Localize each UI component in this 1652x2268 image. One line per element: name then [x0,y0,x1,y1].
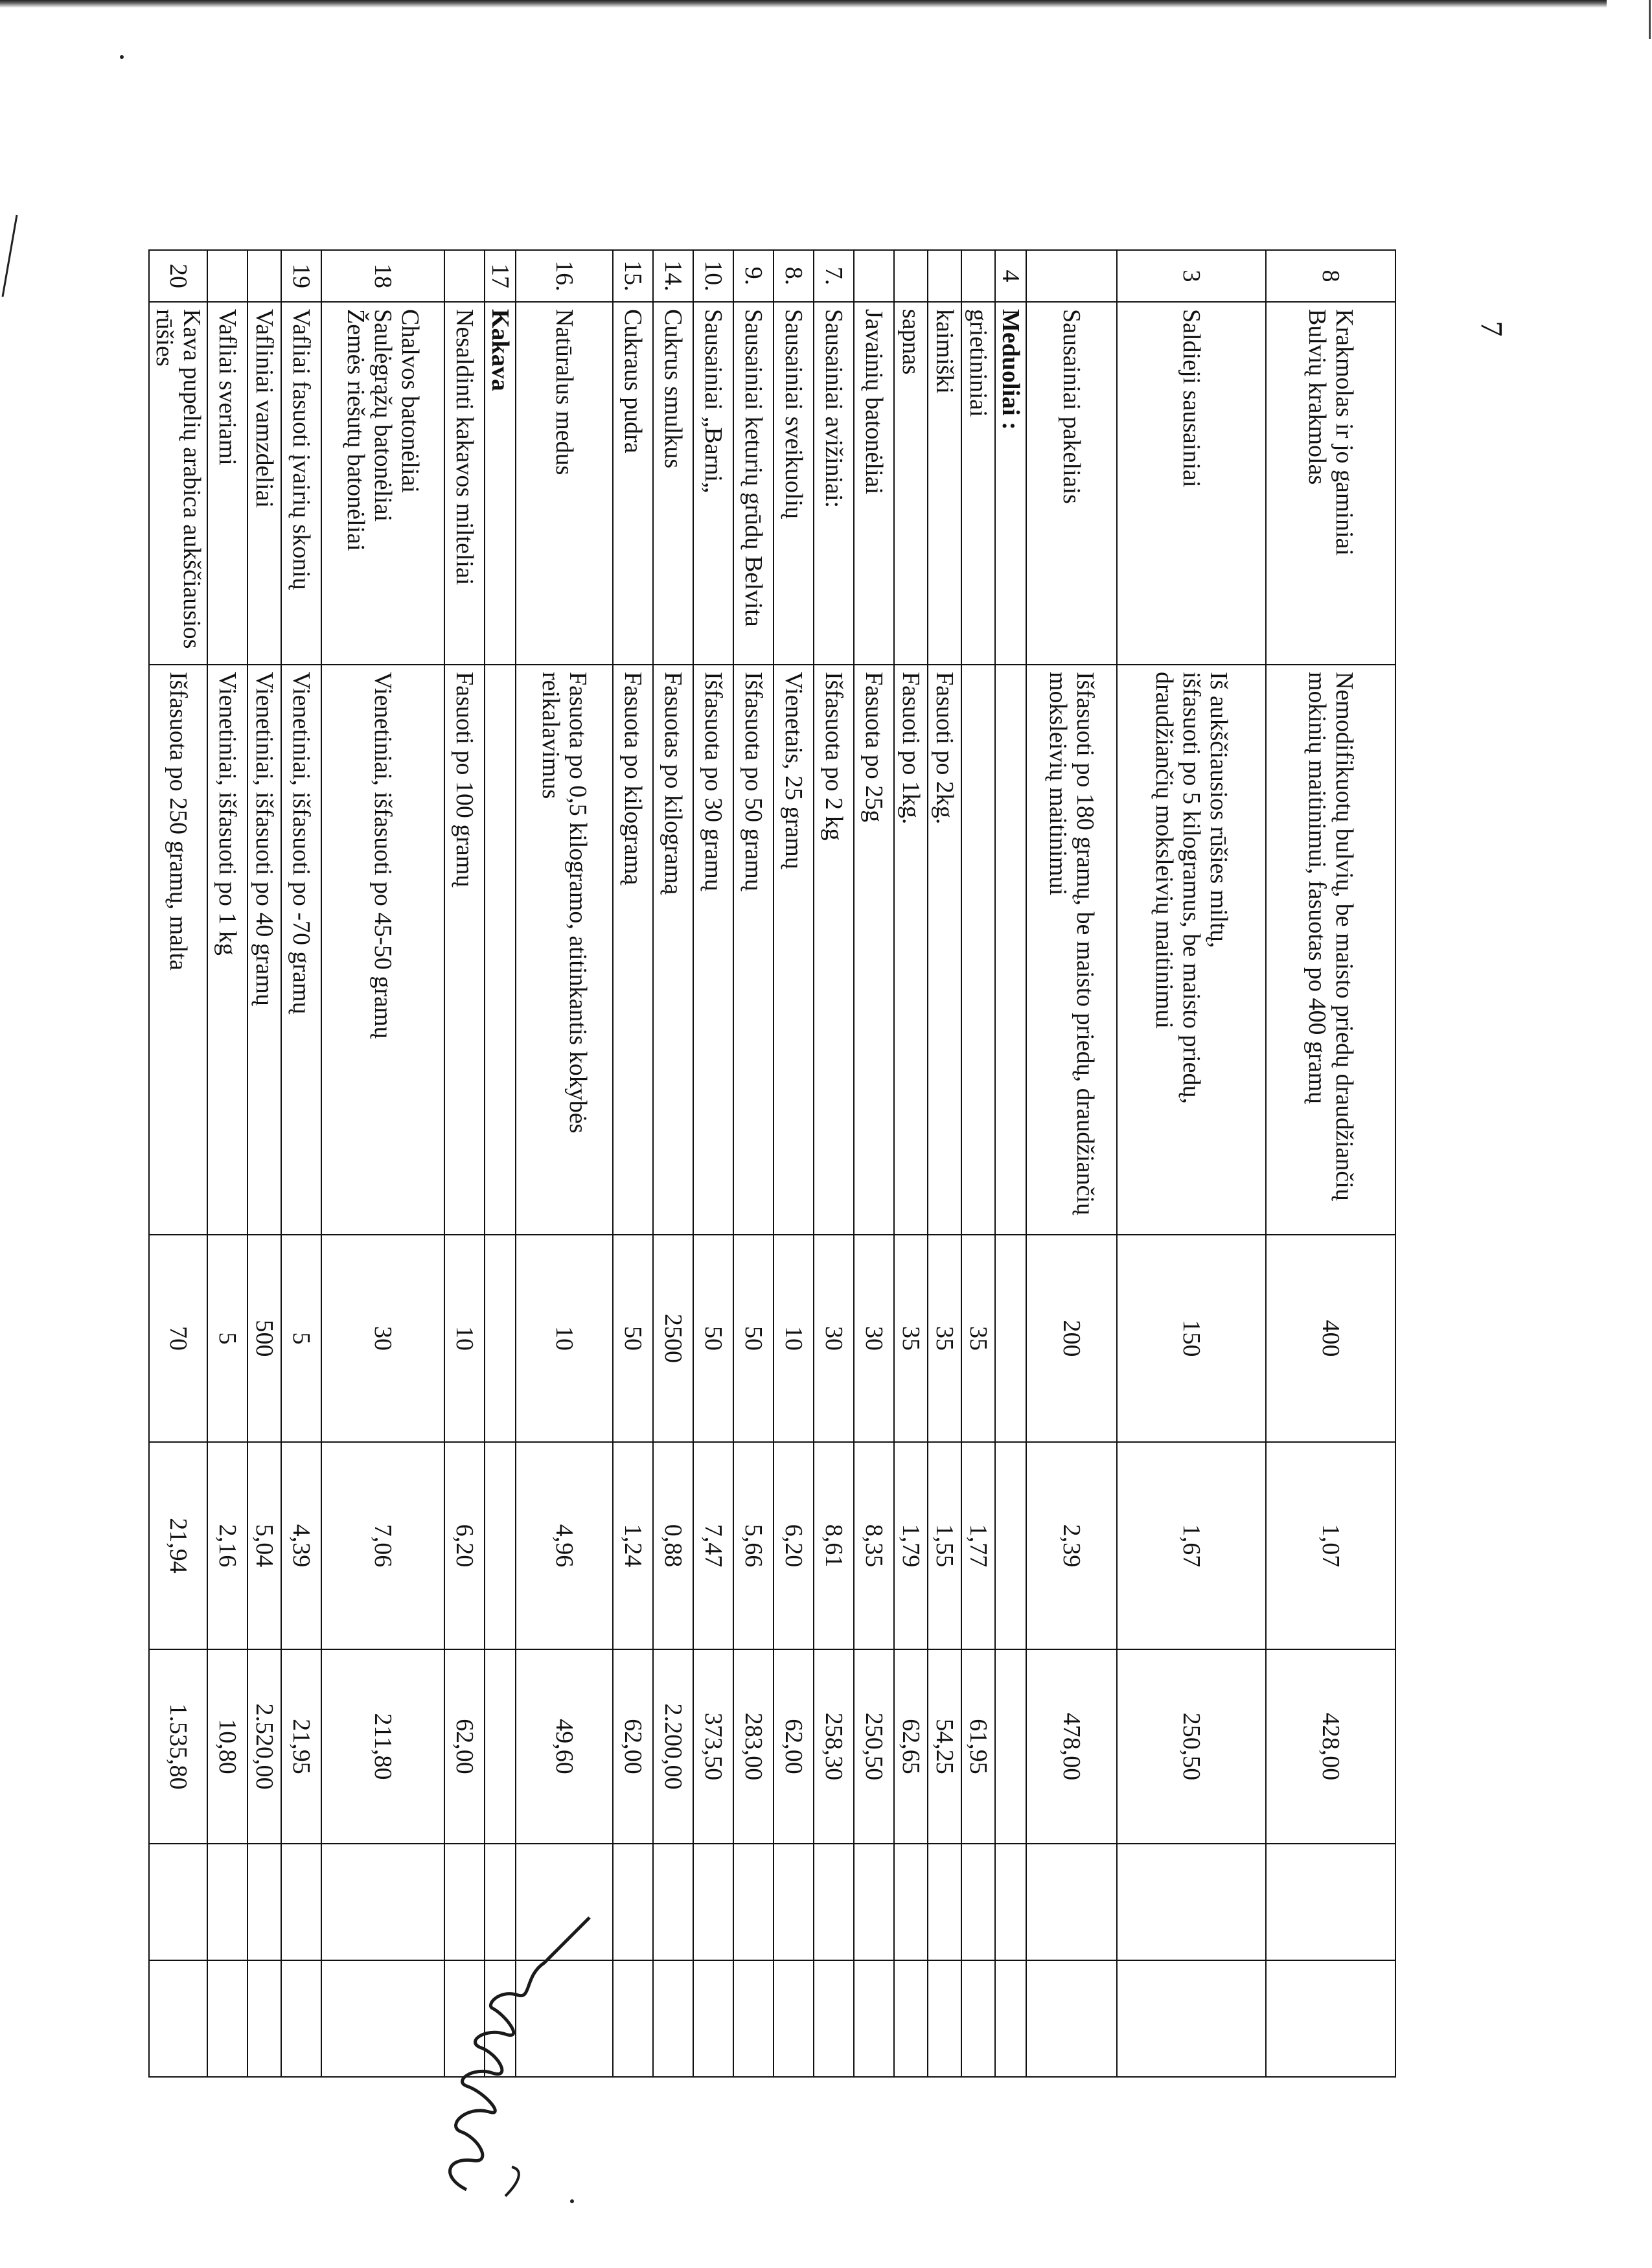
extra-cell-b [814,1960,854,2077]
extra-cell-a [149,1844,207,1960]
product-description-cell: Nemodifikuotų bulvių, be maisto priedų draudžiančių mokinių maitinimui, fasuotas po 400 gramų [1266,665,1395,1235]
unit-price-cell: 21,94 [149,1442,207,1649]
unit-price-cell: 1,07 [1266,1442,1395,1649]
total-cell: 62,00 [613,1649,653,1844]
product-description-cell: Vienetiniai, išfasuoti po -70 gramų [281,665,321,1235]
row-number-cell: 19 [281,250,321,302]
quantity-cell: 150 [1117,1235,1266,1442]
signature-image [428,1911,596,2203]
total-cell: 2.200,00 [653,1649,693,1844]
table-row [613,250,653,2077]
table-row [1026,250,1117,2077]
product-description-cell: Vienetiniai, išfasuoti po 40 gramų [247,665,281,1235]
quantity-cell: 35 [894,1235,928,1442]
product-name-cell: Vafliai fasuoti įvairių skonių [281,302,321,665]
extra-cell-a [961,1844,995,1960]
row-number-cell: 15. [613,250,653,302]
quantity-cell: 2500 [653,1235,693,1442]
extra-cell-b [247,1960,281,2077]
total-cell: 21,95 [281,1649,321,1844]
extra-cell-a [247,1844,281,1960]
quantity-cell: 35 [961,1235,995,1442]
product-description-cell: Išfasuota po 50 gramų [733,665,774,1235]
row-number-cell [247,250,281,302]
row-number-cell [444,250,485,302]
extra-cell-b [1266,1960,1395,2077]
product-description-cell [961,665,995,1235]
product-name-cell: Nesaldinti kakavos milteliai [444,302,485,665]
quantity-cell: 50 [613,1235,653,1442]
product-name-cell: Saldieji sausainiai [1117,302,1266,665]
total-cell: 283,00 [733,1649,774,1844]
product-description-cell: Vienetiniai, išfasuoti po 45-50 gramų [321,665,444,1235]
unit-price-cell: 1,79 [894,1442,928,1649]
product-description-cell: Išfasuota po 30 gramų [693,665,733,1235]
row-number-cell [854,250,894,302]
unit-price-cell: 1,24 [613,1442,653,1649]
unit-price-cell: 1,77 [961,1442,995,1649]
total-cell: 428,00 [1266,1649,1395,1844]
extra-cell-a [693,1844,733,1960]
product-name-cell: grietininiai [961,302,995,665]
unit-price-cell: 6,20 [444,1442,485,1649]
unit-price-cell: 2,39 [1026,1442,1117,1649]
row-number-cell: 7. [814,250,854,302]
total-cell [995,1649,1026,1844]
product-description-cell: Iš aukščiausios rūšies miltų, išfasuoti po 5 kilogramus, be maisto priedų, draudžiančių moksleivių maitinimui [1117,665,1266,1235]
product-description-cell: Vienetiniai, išfasuoti po 1 kg [207,665,247,1235]
table-row [149,250,207,2077]
product-description-cell: Fasuotas po kilogramą [653,665,693,1235]
extra-cell-a [207,1844,247,1960]
quantity-cell: 30 [854,1235,894,1442]
quantity-cell [995,1235,1026,1442]
extra-cell-a [613,1844,653,1960]
extra-cell-b [894,1960,928,2077]
total-cell: 62,00 [774,1649,814,1844]
unit-price-cell: 0,88 [653,1442,693,1649]
table-row [321,250,444,2077]
extra-cell-a [653,1844,693,1960]
product-description-cell: Fasuoti po 1kg. [894,665,928,1235]
table-row [1266,250,1395,2077]
product-name-cell: Sausainiai avižiniai: [814,302,854,665]
quantity-cell: 70 [149,1235,207,1442]
extra-cell-a [1266,1844,1395,1960]
row-number-cell: 3 [1117,250,1266,302]
table-row [928,250,961,2077]
table-row [281,250,321,2077]
extra-cell-b [281,1960,321,2077]
unit-price-cell: 7,06 [321,1442,444,1649]
product-description-cell: Išfasuoti po 180 gramų, be maisto priedų, draudžiančių moksleivių maitinimui [1026,665,1117,1235]
product-description-cell: Išfasuota po 2 kg [814,665,854,1235]
unit-price-cell: 6,20 [774,1442,814,1649]
unit-price-cell: 8,35 [854,1442,894,1649]
extra-cell-b [207,1960,247,2077]
quantity-cell [485,1235,516,1442]
extra-cell-a [1117,1844,1266,1960]
quantity-cell: 200 [1026,1235,1117,1442]
row-number-cell [207,250,247,302]
extra-cell-a [894,1844,928,1960]
section-row [485,250,516,2077]
margin-mark [0,214,18,298]
product-description-cell: Fasuoti po 2kg. [928,665,961,1235]
product-name-cell: sapnas [894,302,928,665]
unit-price-cell [995,1442,1026,1649]
quantity-cell: 30 [814,1235,854,1442]
table-body [149,250,1395,2077]
table-row [247,250,281,2077]
extra-cell-b [733,1960,774,2077]
product-name-cell: Vafliniai vamzdeliai [247,302,281,665]
unit-price-cell: 5,04 [247,1442,281,1649]
product-description-cell: Fasuota po 25g [854,665,894,1235]
scan-edge-right [1649,0,1651,39]
table-row [653,250,693,2077]
unit-price-cell: 2,16 [207,1442,247,1649]
table-row [733,250,774,2077]
extra-cell-b [961,1960,995,2077]
product-description-cell: Fasuota po 0,5 kilogramo, atitinkantis kokybės reikalavimus [516,665,613,1235]
product-name-cell: Sausainiai keturių grūdų Belvita [733,302,774,665]
total-cell: 373,50 [693,1649,733,1844]
row-number-cell: 17 [485,250,516,302]
extra-cell-a [928,1844,961,1960]
unit-price-cell: 4,39 [281,1442,321,1649]
quantity-cell: 50 [733,1235,774,1442]
extra-cell-a [995,1844,1026,1960]
extra-cell-a [321,1844,444,1960]
table-row [854,250,894,2077]
product-description-cell: Vienetais, 25 gramų [774,665,814,1235]
extra-cell-a [814,1844,854,1960]
product-name-cell: Sausainiai „Barni„ [693,302,733,665]
table-row [207,250,247,2077]
product-name-cell: Krakmolas ir jo gaminiai Bulvių krakmolas [1266,302,1395,665]
unit-price-cell: 1,67 [1117,1442,1266,1649]
extra-cell-b [693,1960,733,2077]
quantity-cell: 35 [928,1235,961,1442]
extra-cell-b [653,1960,693,2077]
extra-cell-a [774,1844,814,1960]
row-number-cell: 10. [693,250,733,302]
product-description-cell: Fasuota po kilogramą [613,665,653,1235]
table-row [774,250,814,2077]
extra-cell-a [733,1844,774,1960]
total-cell [485,1649,516,1844]
row-number-cell: 18 [321,250,444,302]
unit-price-cell: 4,96 [516,1442,613,1649]
product-name-cell: Cukraus pudra [613,302,653,665]
table-row [693,250,733,2077]
extra-cell-b [1026,1960,1117,2077]
product-description-cell: Fasuoti po 100 gramų [444,665,485,1235]
product-name-cell: Meduoliai : [995,302,1026,665]
unit-price-cell: 7,47 [693,1442,733,1649]
product-name-cell: Javainių batonėliai [854,302,894,665]
row-number-cell: 9. [733,250,774,302]
row-number-cell: 14. [653,250,693,302]
total-cell: 54,25 [928,1649,961,1844]
total-cell: 1.535,80 [149,1649,207,1844]
table-row [894,250,928,2077]
product-name-cell: Kakava [485,302,516,665]
unit-price-cell: 8,61 [814,1442,854,1649]
row-number-cell: 8. [774,250,814,302]
total-cell: 478,00 [1026,1649,1117,1844]
product-name-cell: Vafliai sveriami [207,302,247,665]
product-description-cell [485,665,516,1235]
row-number-cell: 16. [516,250,613,302]
extra-cell-a [854,1844,894,1960]
table-row [516,250,613,2077]
scan-edge-top [0,0,1607,8]
quantity-cell: 10 [444,1235,485,1442]
total-cell: 211,80 [321,1649,444,1844]
extra-cell-a [281,1844,321,1960]
total-cell: 10,80 [207,1649,247,1844]
table-row [814,250,854,2077]
row-number-cell [961,250,995,302]
row-number-cell: 4 [995,250,1026,302]
quantity-cell: 5 [207,1235,247,1442]
extra-cell-b [995,1960,1026,2077]
row-number-cell: 20 [149,250,207,302]
page-number: 7 [1474,321,1509,337]
table-row [444,250,485,2077]
total-cell: 62,65 [894,1649,928,1844]
quantity-cell: 10 [774,1235,814,1442]
product-name-cell: Cukrus smulkus [653,302,693,665]
product-name-cell: Sausainiai pakeliais [1026,302,1117,665]
product-name-cell: kaimiški [928,302,961,665]
unit-price-cell [485,1442,516,1649]
total-cell: 2.520,00 [247,1649,281,1844]
total-cell: 61,95 [961,1649,995,1844]
unit-price-cell: 5,66 [733,1442,774,1649]
scan-speck [120,55,124,59]
table-row [1117,250,1266,2077]
extra-cell-b [1117,1960,1266,2077]
extra-cell-b [149,1960,207,2077]
quantity-cell: 400 [1266,1235,1395,1442]
extra-cell-b [774,1960,814,2077]
section-row [995,250,1026,2077]
product-name-cell: Sausainiai sveikuolių [774,302,814,665]
product-description-cell: Išfasuota po 250 gramų, malta [149,665,207,1235]
extra-cell-b [854,1960,894,2077]
product-description-cell [995,665,1026,1235]
quantity-cell: 500 [247,1235,281,1442]
row-number-cell [1026,250,1117,302]
row-number-cell [894,250,928,302]
quantity-cell: 10 [516,1235,613,1442]
extra-cell-b [321,1960,444,2077]
table-row [961,250,995,2077]
total-cell: 258,30 [814,1649,854,1844]
extra-cell-a [1026,1844,1117,1960]
total-cell: 49,60 [516,1649,613,1844]
rotated-table-wrapper [151,249,1396,2076]
extra-cell-b [613,1960,653,2077]
product-name-cell: Natūralus medus [516,302,613,665]
total-cell: 250,50 [854,1649,894,1844]
unit-price-cell: 1,55 [928,1442,961,1649]
product-name-cell: Kava pupelių arabica aukščiausios rūšies [149,302,207,665]
total-cell: 62,00 [444,1649,485,1844]
row-number-cell [928,250,961,302]
product-table [148,249,1396,2078]
row-number-cell: 8 [1266,250,1395,302]
total-cell: 250,50 [1117,1649,1266,1844]
quantity-cell: 5 [281,1235,321,1442]
quantity-cell: 30 [321,1235,444,1442]
extra-cell-b [928,1960,961,2077]
quantity-cell: 50 [693,1235,733,1442]
product-name-cell: Chalvos batonėliai Saulėgrąžų batonėliai Žemės riešutų batonėliai [321,302,444,665]
